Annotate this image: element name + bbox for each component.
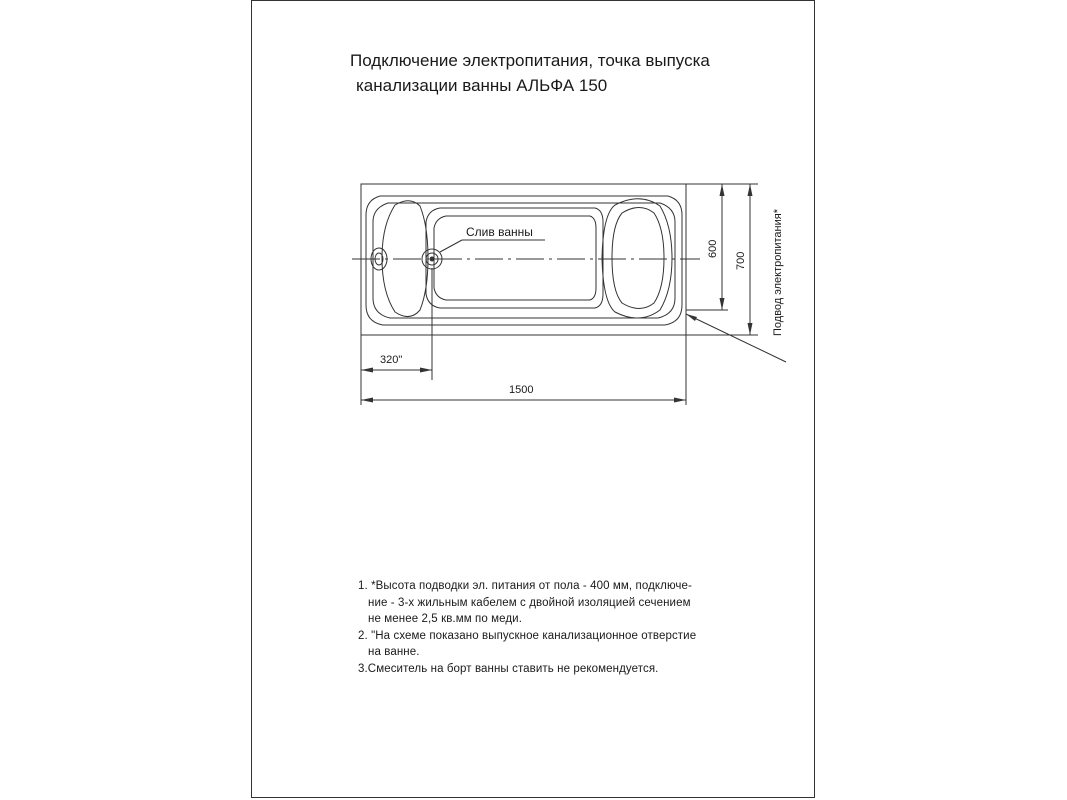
title-line-2: канализации ванны АЛЬФА 150 (356, 76, 608, 95)
drain-label: Слив ванны (466, 225, 533, 239)
bathtub-inner-contour-2 (373, 203, 675, 318)
dim-label-320: 320" (380, 354, 403, 366)
arrow-700-bottom (748, 323, 753, 335)
drain-leader (440, 240, 462, 252)
arrow-600-bottom (720, 298, 725, 310)
power-supply-label: Подвод электропитания* (772, 209, 784, 336)
note-1-line-1: 1. *Высота подводки эл. питания от пола - 400 мм, подключе- (358, 580, 692, 592)
arrow-320-left (361, 368, 373, 373)
power-leader (686, 314, 786, 362)
bath-basin (426, 208, 603, 308)
drain-center-dot (430, 257, 435, 262)
title-line-1: Подключение электропитания, точка выпуска (350, 51, 710, 70)
note-3-line-1: 3.Смеситель на борт ванны ставить не рекомендуется. (358, 662, 659, 675)
note-1-line-2: ние - 3-х жильным кабелем с двойной изоляцией сечением (368, 596, 691, 609)
dim-label-600: 600 (707, 239, 719, 258)
right-headrest-inner (612, 208, 664, 309)
dim-label-700: 700 (735, 251, 747, 270)
bathtub-inner-contour (366, 196, 682, 325)
note-2-line-2: на ванне. (368, 646, 420, 658)
dim-label-1500: 1500 (509, 384, 534, 396)
arrow-1500-right (674, 398, 686, 403)
arrow-700-top (748, 184, 753, 196)
note-1-line-3: не менее 2,5 кв.мм по меди. (368, 613, 523, 625)
notes-block (358, 578, 696, 677)
arrow-320-right (420, 368, 432, 373)
arrow-600-top (720, 184, 725, 196)
arrow-power (686, 314, 697, 321)
note-2-line-1: 2. "На схеме показано выпускное канализационное отверстие (358, 629, 697, 642)
arrow-1500-left (361, 398, 373, 403)
